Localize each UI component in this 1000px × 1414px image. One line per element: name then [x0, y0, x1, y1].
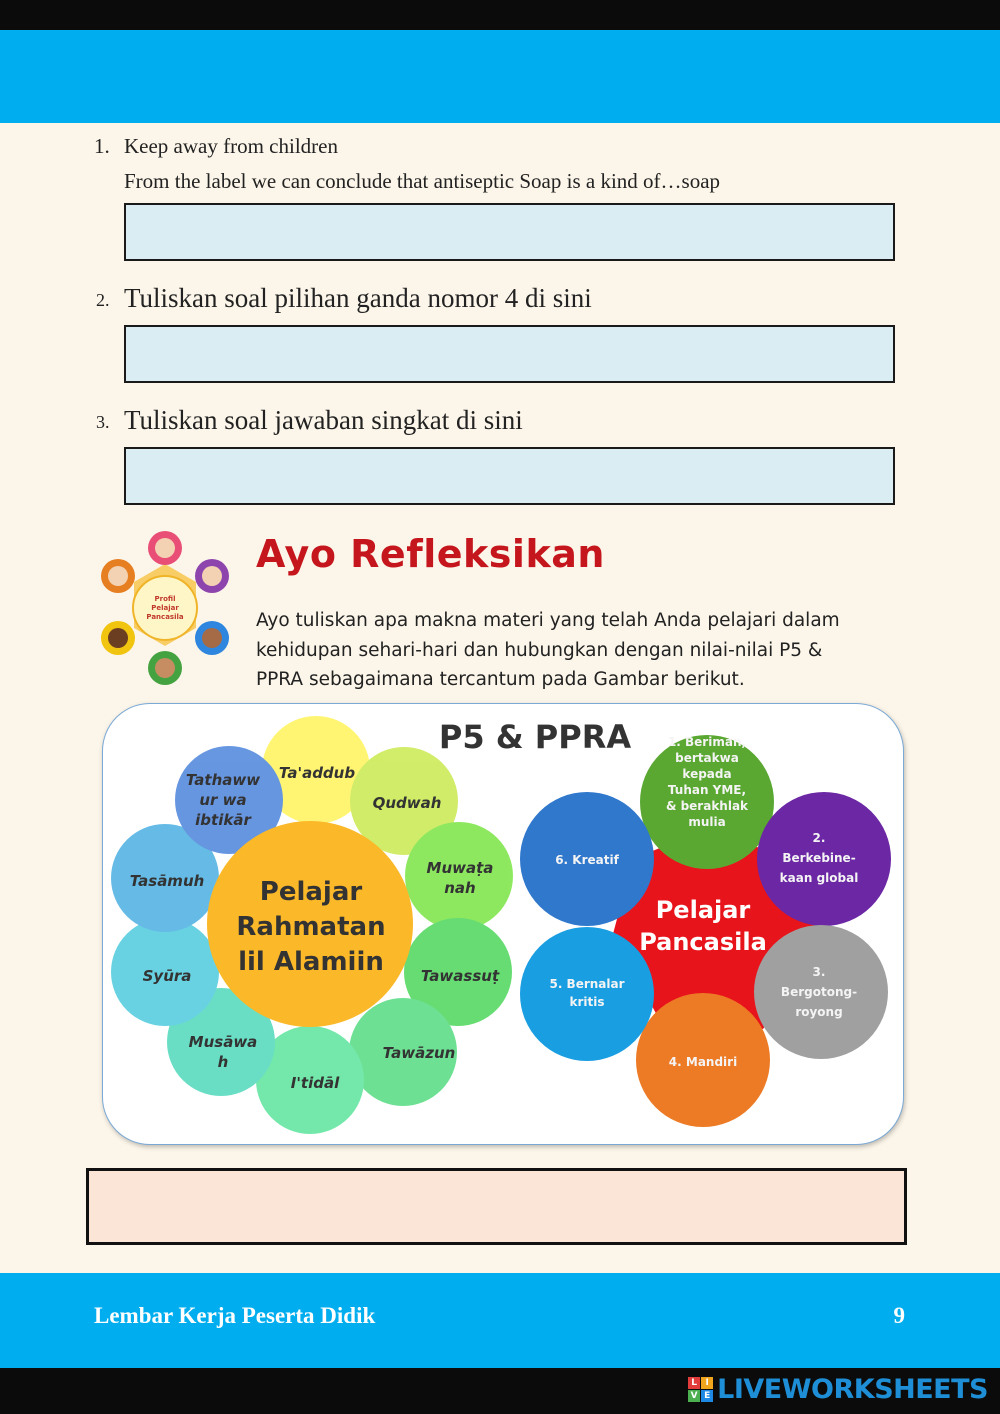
reflection-line-3: PPRA sebagaimana tercantum pada Gambar berikut.	[256, 669, 745, 690]
p5-item-4-label: 4. Mandiri	[668, 1055, 738, 1069]
liveworksheets-text: LIVEWORKSHEETS	[717, 1374, 988, 1405]
p5-item-1-line-2: bertakwa	[675, 751, 739, 765]
ppra-item-musawah-2: h	[217, 1053, 229, 1071]
lw-icon-letter-e: E	[701, 1390, 713, 1402]
answer-field-2[interactable]	[124, 325, 895, 383]
p5-item-2-line-3: kaan global	[779, 871, 859, 885]
reflection-line-1: Ayo tuliskan apa makna materi yang telah Anda pelajari dalam	[256, 610, 840, 631]
ppra-center-line-2: Rahmatan	[236, 912, 386, 942]
logo-label-3: Pancasila	[146, 613, 184, 621]
p5-item-1-line-6: mulia	[688, 815, 726, 829]
pancasila-center-line-1: Pelajar	[655, 896, 751, 924]
answer-field-3[interactable]	[124, 447, 895, 505]
p5-item-5-circle	[520, 927, 654, 1061]
lw-icon-letter-l: L	[688, 1377, 700, 1389]
ppra-item-qudwah: Qudwah	[372, 794, 442, 812]
p5-item-1-line-4: Tuhan YME,	[667, 783, 747, 797]
profil-pelajar-pancasila-logo	[92, 530, 238, 690]
p5-ppra-figure	[102, 703, 904, 1145]
ppra-item-muwatanah-1: Muwaṭa	[426, 859, 494, 877]
liveworksheets-logo[interactable]	[688, 1374, 988, 1405]
reflection-title: Ayo Refleksikan	[256, 532, 605, 576]
bottom-black-bar	[0, 1368, 1000, 1414]
question-2-text: Tuliskan soal pilihan ganda nomor 4 di sini	[124, 283, 592, 313]
question-1-text: Keep away from children	[124, 134, 338, 158]
question-3-number: 3.	[96, 412, 110, 432]
ppra-item-musawah-1: Musāwa	[188, 1033, 258, 1051]
ppra-item-tawassut: Tawassuṭ	[420, 967, 500, 985]
reflection-line-2: kehidupan sehari-hari dan hubungkan dengan nilai-nilai P5 &	[256, 639, 823, 661]
lw-icon-letter-i: I	[701, 1377, 713, 1389]
header-band	[0, 30, 1000, 123]
reflection-body	[256, 606, 876, 695]
p5-item-1-line-1: 1. Beriman,	[667, 735, 747, 749]
p5-item-5-line-2: kritis	[569, 995, 605, 1009]
pancasila-center-line-2: Pancasila	[639, 928, 767, 956]
figure-title: P5 & PPRA	[438, 718, 632, 756]
ppra-item-tathawwur-2: ur wa	[199, 791, 247, 809]
p5-item-6-label: 6. Kreatif	[555, 853, 619, 867]
question-2-number: 2.	[96, 290, 110, 310]
p5-item-1-line-5: & berakhlak	[665, 799, 749, 813]
ppra-center-line-1: Pelajar	[259, 877, 363, 907]
question-3-text: Tuliskan soal jawaban singkat di sini	[124, 405, 523, 435]
page-number: 9	[893, 1303, 905, 1328]
p5-item-3-line-3: royong	[795, 1005, 843, 1019]
logo-label-1: Profil	[154, 595, 176, 603]
lw-icon-letter-v: V	[688, 1390, 700, 1402]
p5-item-3-line-1: 3.	[812, 965, 826, 979]
p5-item-2-line-2: Berkebine-	[782, 851, 856, 865]
ppra-item-syura: Syūra	[142, 967, 192, 985]
ppra-item-taaddub: Ta'addub	[278, 764, 356, 782]
footer-band	[0, 1273, 1000, 1368]
top-black-bar	[0, 0, 1000, 30]
answer-field-1[interactable]	[124, 203, 895, 261]
question-1-number: 1.	[94, 134, 110, 158]
logo-label-2: Pelajar	[151, 604, 179, 612]
reflection-answer-field[interactable]	[86, 1168, 907, 1245]
ppra-item-tawazun: Tawāzun	[382, 1044, 456, 1062]
ppra-item-muwatanah-2: nah	[444, 879, 476, 897]
p5-item-3-line-2: Bergotong-	[780, 985, 858, 999]
footer-title: Lembar Kerja Peserta Didik	[94, 1303, 376, 1328]
ppra-item-itidal: I'tidāl	[290, 1074, 340, 1092]
ppra-item-tasamuh: Tasāmuh	[129, 872, 205, 890]
question-1-subtext: From the label we can conclude that antiseptic Soap is a kind of…soap	[124, 169, 721, 193]
ppra-item-tathawwur-1: Tathaww	[185, 771, 261, 789]
liveworksheets-icon	[688, 1377, 713, 1402]
p5-item-2-line-1: 2.	[812, 831, 826, 845]
ppra-center-line-3: lil Alamiin	[238, 947, 384, 977]
p5-item-1-line-3: kepada	[682, 767, 732, 781]
ppra-item-tathawwur-3: ibtikār	[195, 811, 251, 829]
p5-item-5-line-1: 5. Bernalar	[549, 977, 625, 991]
